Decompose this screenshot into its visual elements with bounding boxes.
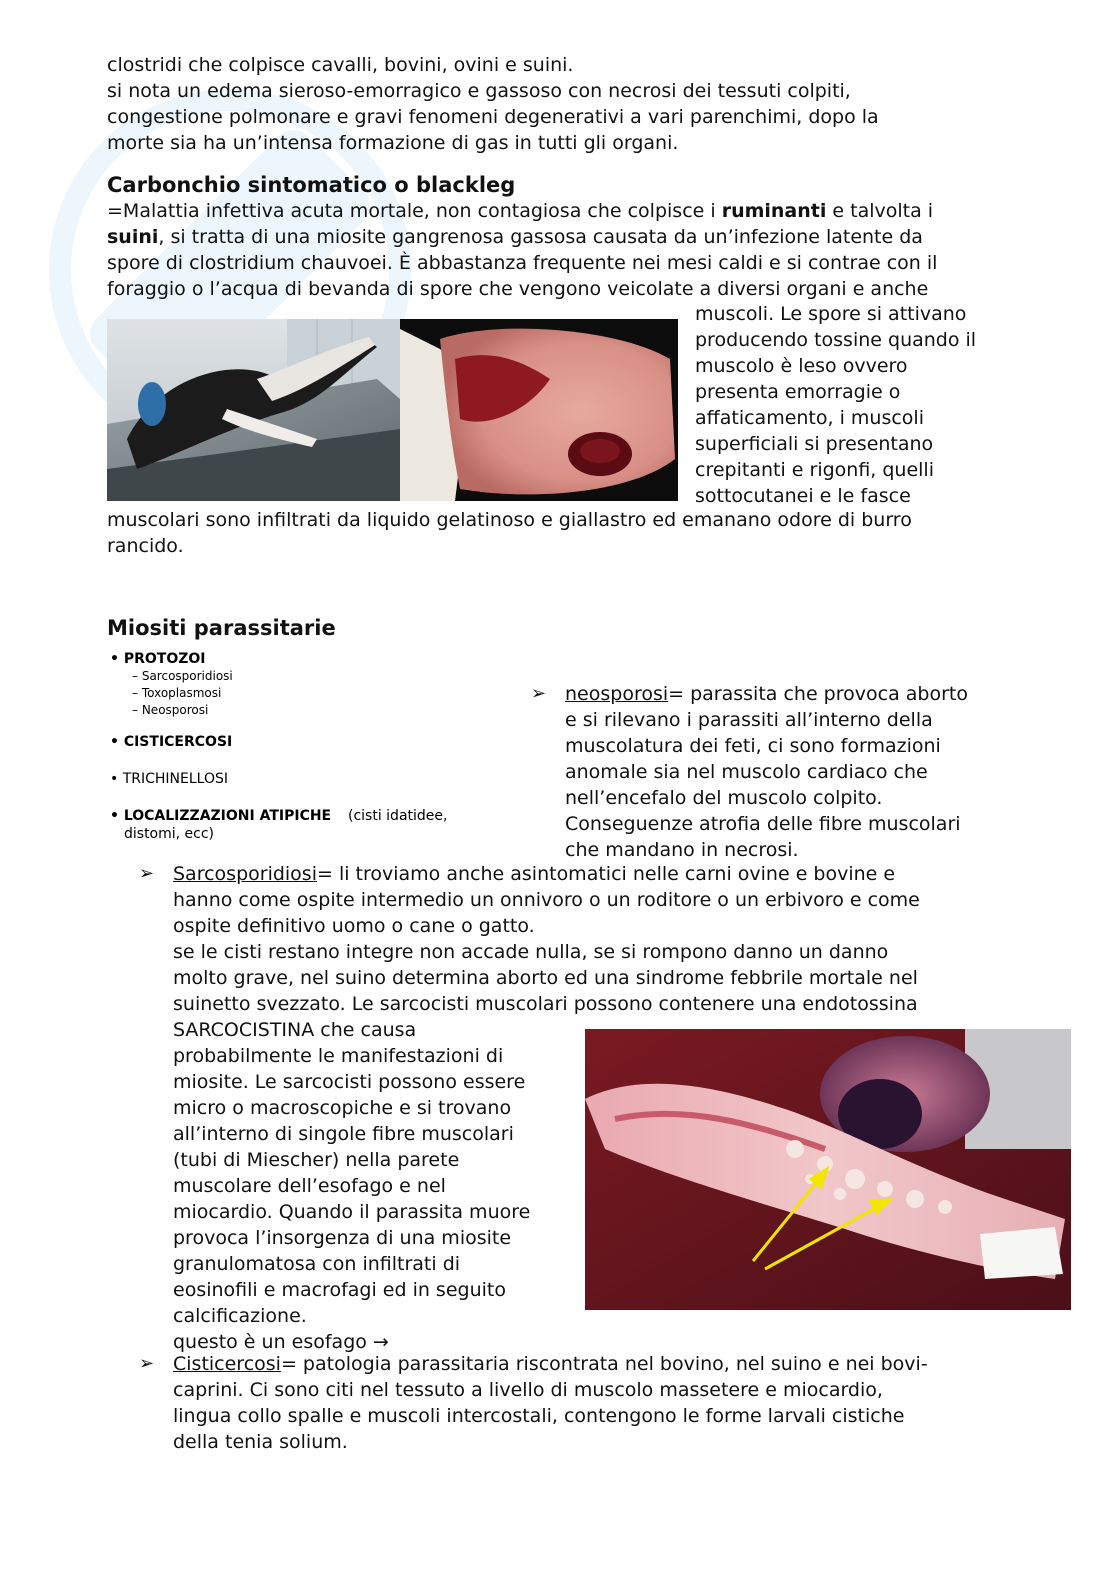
sarco-side-line: granulomatosa con infiltrati di <box>173 1253 461 1275</box>
sarco-line: Sarcosporidiosi= li troviamo anche asintomatici nelle carni ovine e bovine e <box>173 863 896 885</box>
list-subitem: – Neosporosi <box>132 703 209 717</box>
blackleg-side-line: muscoli. Le spore si attivano <box>695 303 967 325</box>
blackleg-side-line: affaticamento, i muscoli <box>695 407 924 429</box>
intro-line: clostridi che colpisce cavalli, bovini, ovini e suini. <box>107 54 574 76</box>
cisti-line: Cisticercosi= patologia parassitaria riscontrata nel bovino, nel suino e nei bovi- <box>173 1353 928 1375</box>
sarco-side-line: miosite. Le sarcocisti possono essere <box>173 1071 526 1093</box>
list-item-note: distomi, ecc) <box>124 826 215 842</box>
neosporosi-line: anomale sia nel muscolo cardiaco che <box>565 761 928 783</box>
blackleg-side-text <box>695 301 1015 509</box>
neosporosi-line: che mandano in necrosi. <box>565 839 799 861</box>
miositi-title: Miositi parassitarie <box>107 616 336 640</box>
blackleg-side-line: superficiali si presentano <box>695 433 934 455</box>
neosporosi-line: muscolatura dei feti, ci sono formazioni <box>565 735 941 757</box>
sarco-line: molto grave, nel suino determina aborto ed una sindrome febbrile mortale nel <box>173 967 918 989</box>
sarco-side-line: (tubi di Miescher) nella parete <box>173 1149 460 1171</box>
sarco-side-line: calcificazione. <box>173 1305 307 1327</box>
neosporosi-line: e si rilevano i parassiti all’interno della <box>565 709 933 731</box>
sarco-line: suinetto svezzato. Le sarcocisti muscolari possono contenere una endotossina <box>173 993 918 1015</box>
calf-carcass-photo <box>107 319 400 501</box>
sarco-line: se le cisti restano integre non accade nulla, se si rompono danno un danno <box>173 941 889 963</box>
cisticercosi-paragraph <box>173 1351 1013 1455</box>
blackleg-line: =Malattia infettiva acuta mortale, non contagiosa che colpisce i ruminanti e talvolta i <box>107 200 934 222</box>
bullet-arrow-icon: ➢ <box>531 683 547 704</box>
cisti-line: della tenia solium. <box>173 1431 348 1453</box>
sarco-side-line: probabilmente le manifestazioni di <box>173 1045 504 1067</box>
sarco-side-line: miocardio. Quando il parassita muore <box>173 1201 531 1223</box>
blackleg-paragraph <box>107 198 1012 302</box>
blackleg-after-line: rancido. <box>107 535 184 557</box>
neosporosi-paragraph <box>565 681 1010 863</box>
blackleg-title: Carbonchio sintomatico o blackleg <box>107 173 516 197</box>
sarcosporidiosi-side-text <box>173 1017 573 1355</box>
list-item: • LOCALIZZAZIONI ATIPICHE (cisti idatidee, <box>110 808 448 824</box>
neosporosi-line: Conseguenze atrofia delle fibre muscolari <box>565 813 961 835</box>
sarco-line: hanno come ospite intermedio un onnivoro o un roditore o un erbivoro e come <box>173 889 920 911</box>
esophagus-photo <box>585 1029 1071 1310</box>
sarco-side-line: micro o macroscopiche e si trovano <box>173 1097 512 1119</box>
bullet-arrow-icon: ➢ <box>139 863 155 884</box>
neosporosi-line: nell’encefalo del muscolo colpito. <box>565 787 883 809</box>
sarco-side-line: SARCOCISTINA che causa <box>173 1019 417 1041</box>
intro-line: congestione polmonare e gravi fenomeni degenerativi a vari parenchimi, dopo la <box>107 106 879 128</box>
blackleg-after-text <box>107 507 1012 559</box>
list-subitem: – Toxoplasmosi <box>132 686 222 700</box>
sarcosporidiosi-paragraph <box>173 861 1013 1017</box>
blackleg-side-line: muscolo è leso ovvero <box>695 355 908 377</box>
sarco-side-line: questo è un esofago → <box>173 1331 389 1353</box>
parasite-list <box>110 650 510 843</box>
cisti-line: lingua collo spalle e muscoli intercostali, contengono le forme larvali cistiche <box>173 1405 905 1427</box>
neosporosi-line: neosporosi= parassita che provoca aborto <box>565 683 968 705</box>
sarco-side-line: muscolare dell’esofago e nel <box>173 1175 446 1197</box>
blackleg-line: spore di clostridium chauvoei. È abbastanza frequente nei mesi caldi e si contrae con il <box>107 252 938 274</box>
blackleg-side-line: sottocutanei e le fasce <box>695 485 911 507</box>
list-item: • TRICHINELLOSI <box>110 771 229 787</box>
blackleg-line: suini, si tratta di una miosite gangrenosa gassosa causata da un’infezione latente da <box>107 226 923 248</box>
intro-paragraph <box>107 52 1007 156</box>
blackleg-side-line: producendo tossine quando il <box>695 329 977 351</box>
sarco-side-line: eosinofili e macrofagi ed in seguito <box>173 1279 506 1301</box>
blackleg-side-line: crepitanti e rigonfi, quelli <box>695 459 934 481</box>
intro-line: morte sia ha un’intensa formazione di gas in tutti gli organi. <box>107 132 679 154</box>
blackleg-side-line: presenta emorragie o <box>695 381 901 403</box>
blackleg-after-line: muscolari sono infiltrati da liquido gelatinoso e giallastro ed emanano odore di burro <box>107 509 912 531</box>
list-item: • CISTICERCOSI <box>110 734 233 750</box>
sarco-side-line: provoca l’insorgenza di una miosite <box>173 1227 512 1249</box>
sarco-line: ospite definitivo uomo o cane o gatto. <box>173 915 535 937</box>
sarco-side-line: all’interno di singole fibre muscolari <box>173 1123 514 1145</box>
bullet-arrow-icon: ➢ <box>139 1353 155 1374</box>
list-subitem: – Sarcosporidiosi <box>132 669 233 683</box>
intro-line: si nota un edema sieroso-emorragico e gassoso con necrosi dei tessuti colpiti, <box>107 80 851 102</box>
list-item: • PROTOZOI <box>110 651 206 667</box>
cisti-line: caprini. Ci sono citi nel tessuto a livello di muscolo massetere e miocardio, <box>173 1379 883 1401</box>
muscle-lesion-photo <box>400 319 678 501</box>
blackleg-line: foraggio o l’acqua di bevanda di spore che vengono veicolate a diversi organi e anche <box>107 278 929 300</box>
